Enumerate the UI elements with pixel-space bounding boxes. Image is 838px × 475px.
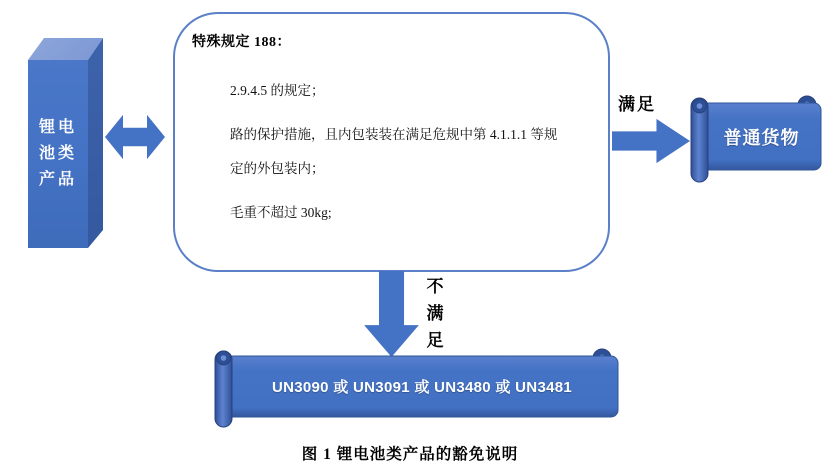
cube-front-face [28,60,88,248]
condition-paragraph: 毛重不超过 30kg; [230,205,332,220]
condition-paragraph: 2.9.4.5 的规定； [230,83,325,98]
special-provision-box [173,12,610,272]
satisfied-label: 满足 [618,95,656,114]
condition-title: 特殊规定 188： [192,35,291,50]
double-arrow-icon [105,114,165,160]
satisfied-arrow-icon [612,118,690,164]
cube-label-line: 池类 [38,145,77,162]
un-numbers-label: UN3090 或 UN3091 或 UN3480 或 UN3481 [271,379,573,396]
cube-label-line: 锂电 [38,119,77,136]
cube-label [39,115,77,193]
condition-paragraph: 路的保护措施，且内包装装在满足危规中第 4.1.1.1 等规 定的外包装内； [230,127,558,176]
ordinary-goods-scroll [688,90,823,185]
figure-caption: 图 1 锂电池类产品的豁免说明 [301,446,519,463]
not-satisfied-label: 不满足 [426,277,444,350]
ordinary-goods-label: 普通货物 [723,127,800,148]
condition-body [230,74,592,240]
un-numbers-scroll [212,345,619,431]
cube-label-line: 产品 [38,171,77,188]
lithium-battery-cube [28,37,103,248]
